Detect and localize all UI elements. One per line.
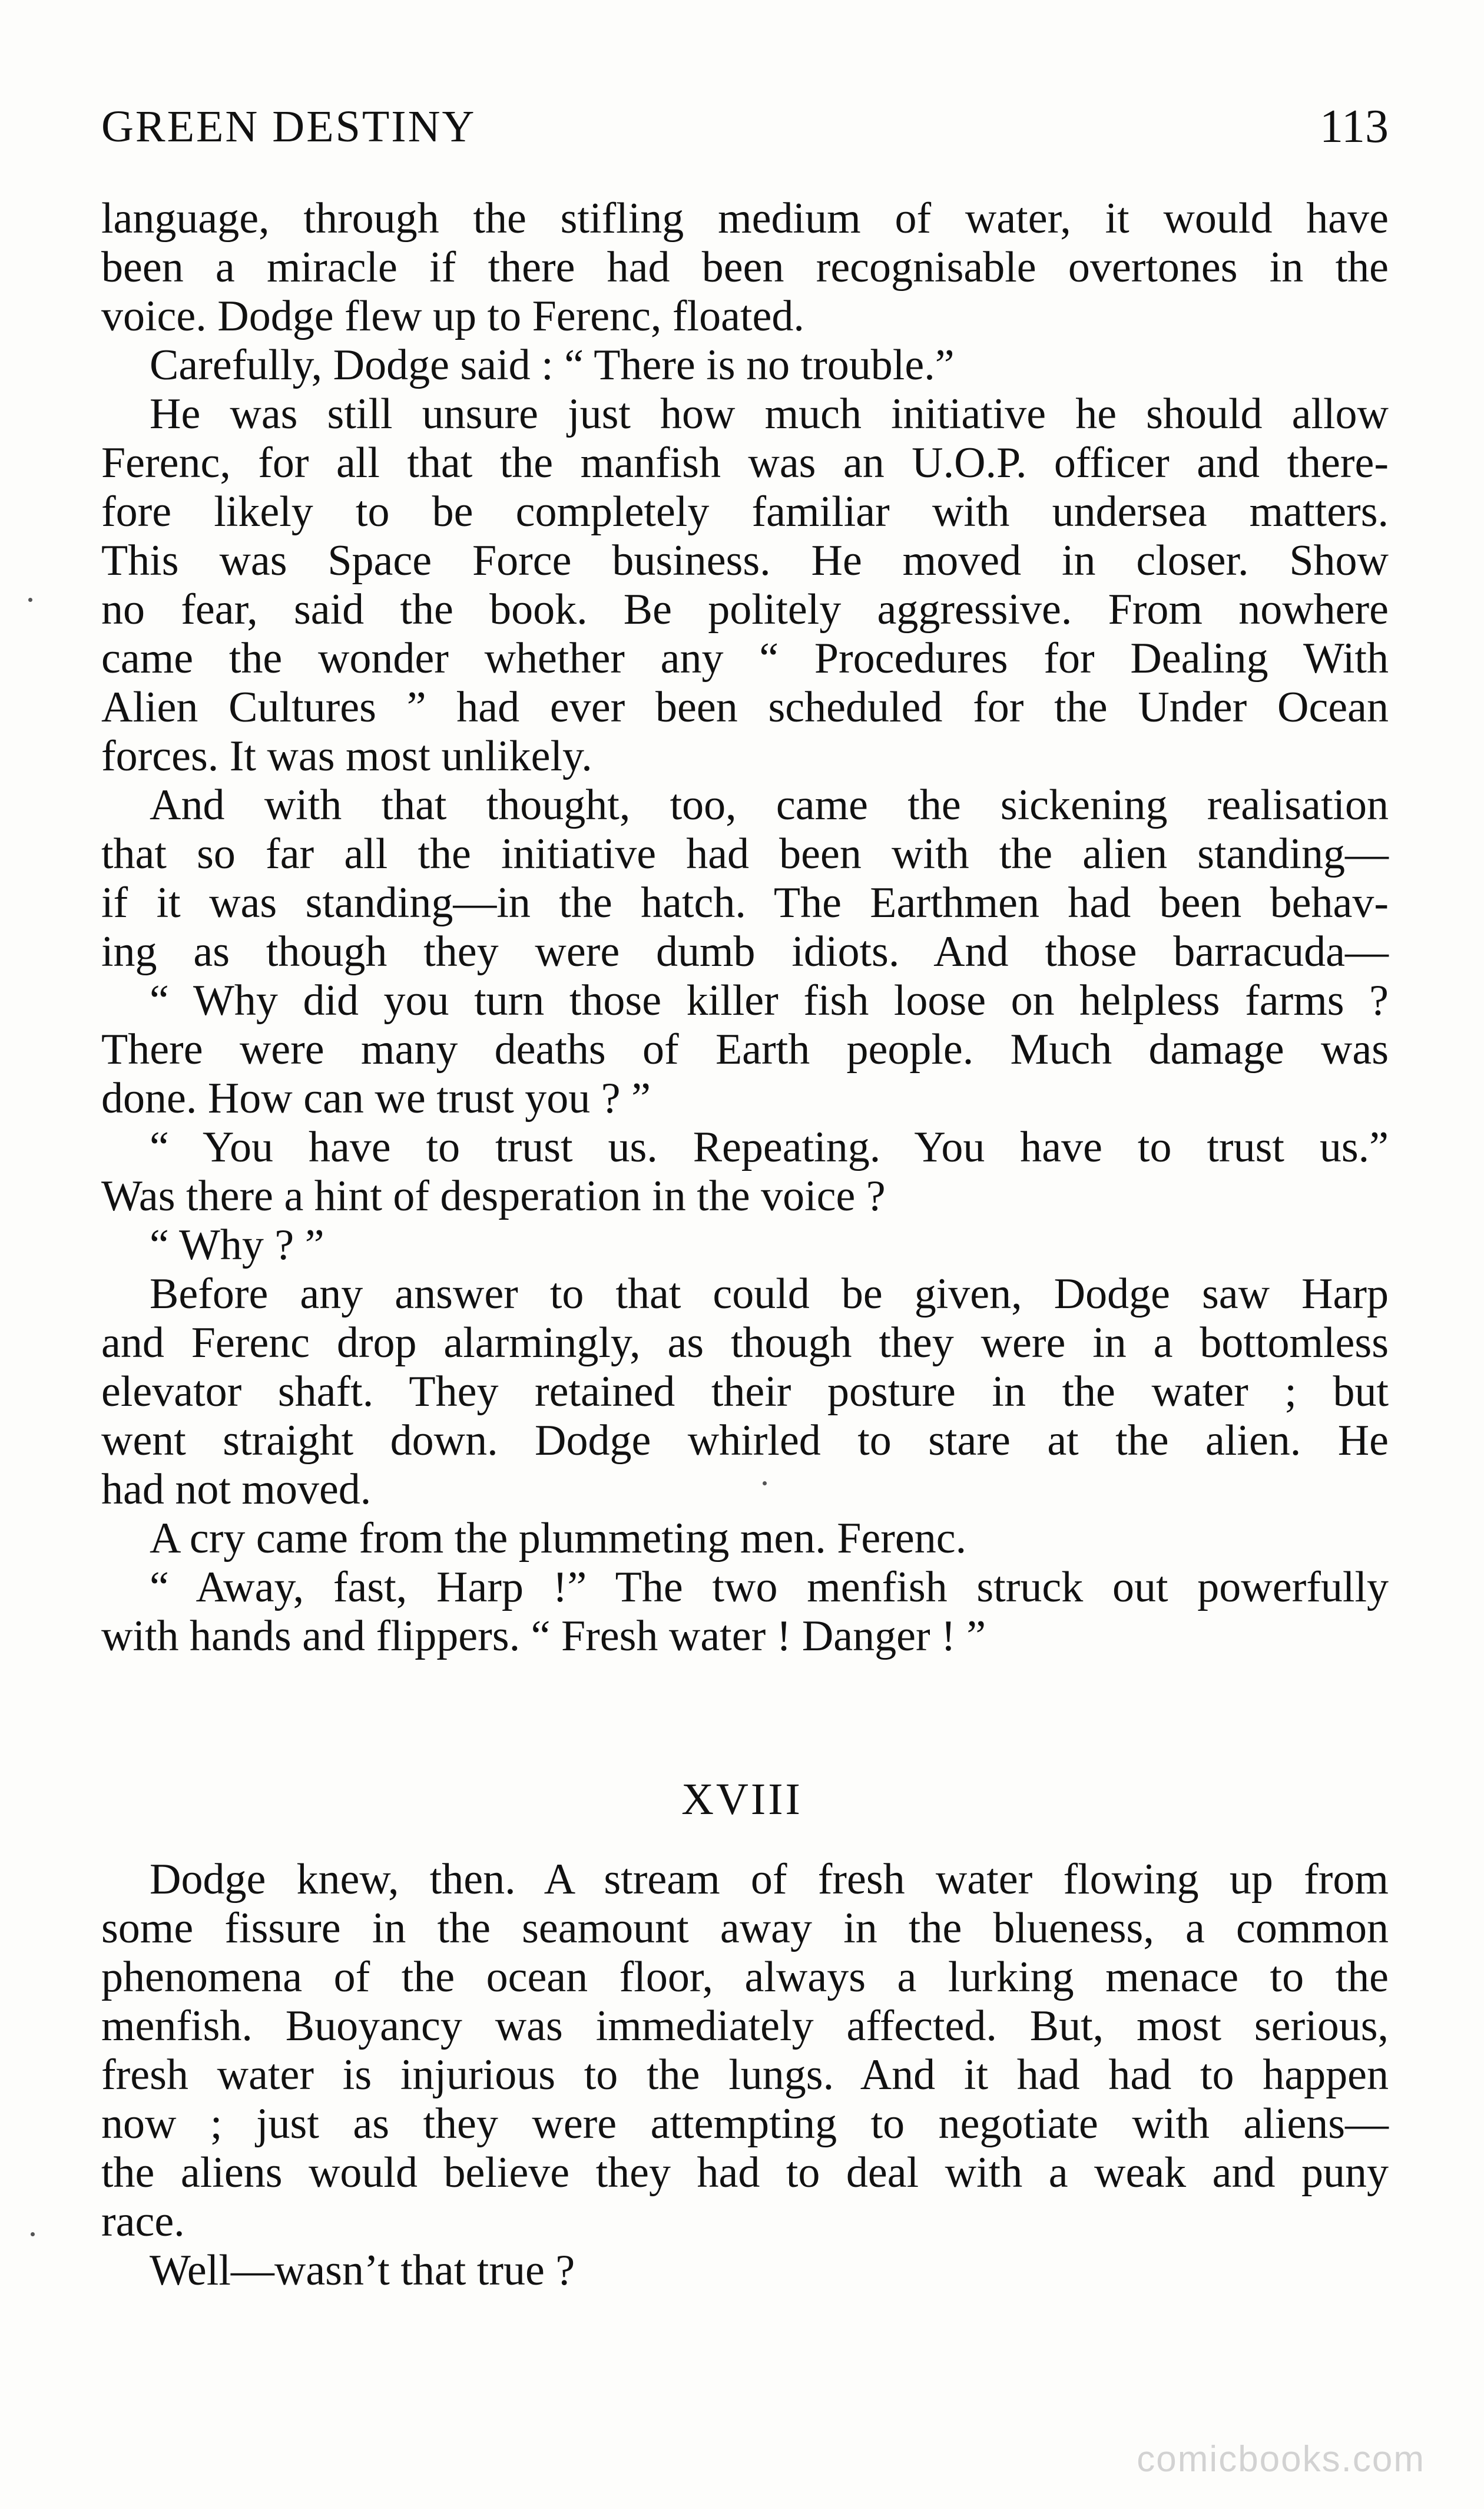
text-line: A cry came from the plummeting men. Ferenc.: [150, 1514, 967, 1563]
chapter-text: [101, 1855, 1389, 2295]
watermark: comicbooks.com: [1137, 2439, 1425, 2480]
text-line: came the wonder whether any “ Procedures for Dealing With: [101, 634, 1389, 683]
text-line: “ Why did you turn those killer fish loose on helpless farms ?: [150, 977, 1389, 1025]
print-speck: [763, 1481, 767, 1485]
text-line: ing as though they were dumb idiots. And those barracuda—: [101, 928, 1389, 976]
print-speck: [28, 598, 32, 602]
page-number: 113: [1319, 101, 1389, 153]
text-line: Ferenc, for all that the manfish was an U.O.P. officer and there-: [101, 439, 1389, 487]
text-line: Alien Cultures ” had ever been scheduled for the Under Ocean: [101, 683, 1389, 731]
text-line: fresh water is injurious to the lungs. And it had had to happen: [101, 2051, 1389, 2099]
text-line: He was still unsure just how much initiative he should allow: [150, 390, 1389, 438]
text-line: Before any answer to that could be given, Dodge saw Harp: [150, 1270, 1389, 1318]
text-line: Carefully, Dodge said : “ There is no trouble.”: [150, 341, 955, 389]
text-line: with hands and flippers. “ Fresh water ! Danger ! ”: [101, 1612, 986, 1660]
text-line: Well—wasn’t that true ?: [150, 2246, 575, 2295]
text-line: menfish. Buoyancy was immediately affected. But, most serious,: [101, 2002, 1389, 2050]
text-line: Dodge knew, then. A stream of fresh water flowing up from: [150, 1855, 1389, 1904]
text-line: if it was standing—in the hatch. The Earthmen had been behav-: [101, 879, 1389, 927]
text-line: fore likely to be completely familiar with undersea matters.: [101, 488, 1389, 536]
text-line: done. How can we trust you ? ”: [101, 1074, 651, 1123]
text-line: went straight down. Dodge whirled to stare at the alien. He: [101, 1416, 1389, 1465]
text-line: some fissure in the seamount away in the blueness, a common: [101, 1904, 1389, 1952]
print-speck: [31, 2232, 35, 2236]
text-line: race.: [101, 2197, 185, 2246]
text-line: and Ferenc drop alarmingly, as though they were in a bottomless: [101, 1319, 1389, 1367]
chapter-heading: XVIII: [681, 1775, 803, 1824]
text-line: that so far all the initiative had been with the alien standing—: [101, 830, 1389, 878]
text-line: language, through the stifling medium of water, it would have: [101, 194, 1389, 243]
running-title: GREEN DESTINY: [101, 102, 476, 151]
text-line: “ Away, fast, Harp !” The two menfish struck out powerfully: [150, 1563, 1389, 1611]
text-line: “ You have to trust us. Repeating. You have to trust us.”: [150, 1123, 1389, 1171]
running-head: [101, 94, 1389, 159]
text-line: had not moved.: [101, 1465, 372, 1514]
text-line: And with that thought, too, came the sickening realisation: [150, 781, 1389, 829]
text-line: the aliens would believe they had to deal with a weak and puny: [101, 2149, 1389, 2197]
text-line: This was Space Force business. He moved in closer. Show: [101, 537, 1389, 585]
body-text: [101, 194, 1389, 1661]
text-line: Was there a hint of desperation in the voice ?: [101, 1172, 886, 1220]
text-line: There were many deaths of Earth people. Much damage was: [101, 1025, 1389, 1074]
text-line: voice. Dodge flew up to Ferenc, floated.: [101, 292, 804, 340]
text-line: now ; just as they were attempting to negotiate with aliens—: [101, 2100, 1389, 2148]
text-line: been a miracle if there had been recognisable overtones in the: [101, 243, 1389, 292]
text-line: no fear, said the book. Be politely aggressive. From nowhere: [101, 585, 1389, 634]
text-line: “ Why ? ”: [150, 1221, 324, 1269]
text-line: forces. It was most unlikely.: [101, 732, 592, 780]
text-line: phenomena of the ocean floor, always a lurking menace to the: [101, 1953, 1389, 2001]
text-line: elevator shaft. They retained their posture in the water ; but: [101, 1368, 1389, 1416]
